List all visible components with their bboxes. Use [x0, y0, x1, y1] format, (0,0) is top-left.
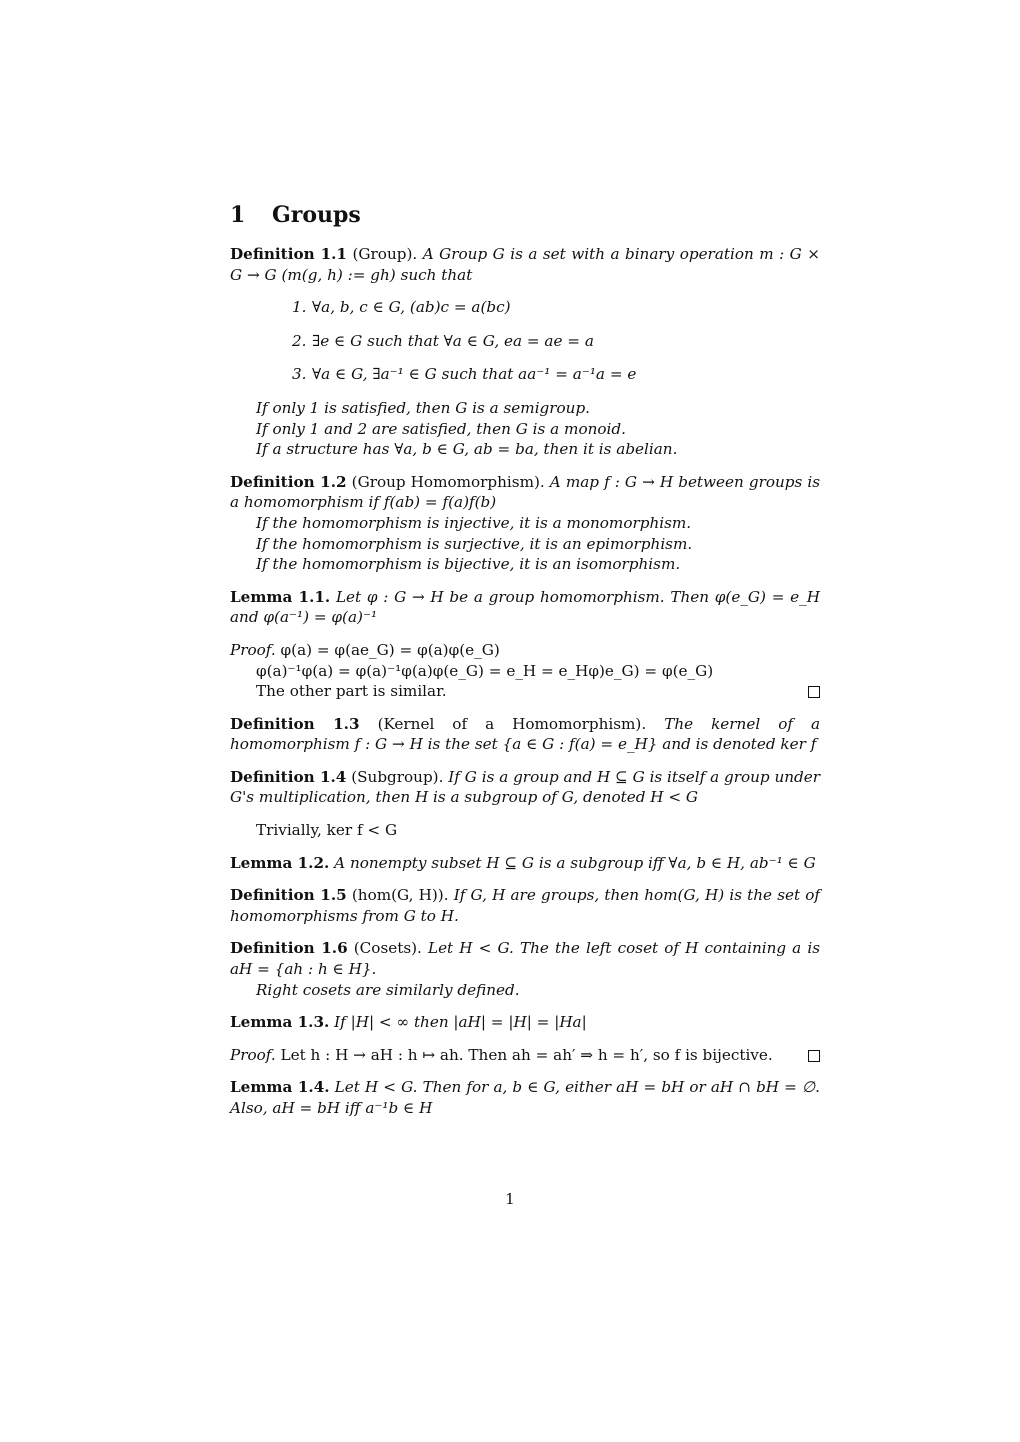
- definition-name: (Group).: [352, 245, 418, 263]
- definition-1-3: [230, 714, 820, 755]
- definition-text: If G, H are groups, then hom(G, H) is the set of homomorphisms from G to H.: [230, 886, 821, 925]
- definition-name: (Kernel of a Homomorphism).: [377, 714, 647, 733]
- proof-lemma-1-3: [230, 1045, 820, 1066]
- qed-square-icon: [808, 686, 820, 698]
- lemma-text: A nonempty subset H ⊆ G is a subgroup iff ∀a, b ∈ H, ab⁻¹ ∈ G: [334, 853, 816, 872]
- definition-text: A map f : G → H between groups is a homomorphism if f(ab) = f(a)f(b): [230, 472, 820, 512]
- proof-line: φ(a)⁻¹φ(a) = φ(a)⁻¹φ(a)φ(e_G) = e_H = e_Hφ)e_G) = φ(e_G): [256, 661, 714, 680]
- list-item: 1. ∀a, b, c ∈ G, (ab)c = a(bc): [292, 298, 511, 317]
- lemma-text: Let φ : G → H be a group homomorphism. Then φ(e_G) = e_H and φ(a⁻¹) = φ(a)⁻¹: [230, 587, 820, 627]
- definition-text: A Group G is a set with a binary operation m : G × G → G (m(g, h) := gh) such that: [230, 245, 821, 284]
- lemma-label: Lemma 1.1.: [230, 587, 331, 606]
- note-line: If only 1 and 2 are satisfied, then G is a monoid.: [256, 419, 626, 438]
- section-heading: [230, 200, 820, 230]
- remark-trivially: Trivially, ker f < G: [256, 821, 398, 840]
- proof-lemma-1-1: [230, 640, 820, 702]
- definition-1-6: [230, 938, 820, 1000]
- definition-1-1: [230, 244, 820, 285]
- definition-label: Definition 1.1: [230, 245, 347, 263]
- definition-label: Definition 1.3: [230, 714, 360, 733]
- proof-line: The other part is similar.: [256, 682, 447, 701]
- definition-1-5: [230, 885, 820, 926]
- definition-label: Definition 1.5: [230, 886, 347, 905]
- qed-square-icon: [808, 1050, 820, 1062]
- lemma-1-4: [230, 1077, 820, 1118]
- definition-text: If G is a group and H ⊆ G is itself a group under G's multiplication, then H is a subgroup of G, denoted H < G: [230, 767, 821, 807]
- definition-1-2: [230, 472, 820, 575]
- definition-name: (Cosets).: [353, 939, 422, 958]
- lemma-label: Lemma 1.4.: [230, 1078, 330, 1097]
- lemma-1-3: [230, 1012, 820, 1033]
- note-line: Right cosets are similarly defined.: [256, 980, 520, 999]
- list-item: 2. ∃e ∈ G such that ∀a ∈ G, ea = ae = a: [292, 331, 594, 350]
- note-line: If the homomorphism is bijective, it is an isomorphism.: [256, 555, 681, 574]
- note-line: If a structure has ∀a, b ∈ G, ab = ba, then it is abelian.: [256, 440, 678, 459]
- definition-text: The kernel of a homomorphism f : G → H is the set {a ∈ G : f(a) = e_H} and is denoted ker f: [230, 714, 821, 754]
- proof-label: Proof.: [230, 640, 276, 659]
- lemma-label: Lemma 1.3.: [230, 1013, 330, 1032]
- definition-name: (Subgroup).: [351, 767, 444, 786]
- group-axioms-list: [252, 297, 820, 385]
- definition-label: Definition 1.4: [230, 767, 347, 786]
- definition-label: Definition 1.6: [230, 939, 348, 958]
- definition-notes: [230, 398, 820, 460]
- note-line: If the homomorphism is injective, it is a monomorphism.: [256, 513, 692, 532]
- definition-name: (Group Homomorphism).: [351, 472, 545, 491]
- section-title: Groups: [272, 202, 361, 228]
- lemma-text: If |H| < ∞ then |aH| = |H| = |Ha|: [334, 1013, 587, 1032]
- definition-text: Let H < G. The the left coset of H containing a is aH = {ah : h ∈ H}.: [230, 939, 820, 979]
- note-line: If the homomorphism is surjective, it is an epimorphism.: [256, 534, 693, 553]
- definition-name: (hom(G, H)).: [351, 886, 449, 905]
- document-page: [230, 200, 820, 1131]
- proof-text: Let h : H → aH : h ↦ ah. Then ah = ah′ ⇒ h = h′, so f is bijective.: [280, 1045, 773, 1064]
- definition-label: Definition 1.2: [230, 472, 347, 491]
- lemma-label: Lemma 1.2.: [230, 853, 330, 872]
- proof-line: φ(a) = φ(ae_G) = φ(a)φ(e_G): [280, 640, 500, 659]
- lemma-1-2: [230, 853, 820, 874]
- section-number: 1: [230, 202, 246, 228]
- note-line: If only 1 is satisfied, then G is a semigroup.: [256, 398, 591, 417]
- lemma-text: Let H < G. Then for a, b ∈ G, either aH = bH or aH ∩ bH = ∅. Also, aH = bH iff a⁻¹b ∈ H: [230, 1078, 820, 1117]
- proof-label: Proof.: [230, 1045, 276, 1064]
- definition-1-4: [230, 767, 820, 808]
- lemma-1-1: [230, 587, 820, 628]
- page-number: 1: [505, 1190, 515, 1208]
- list-item: 3. ∀a ∈ G, ∃a⁻¹ ∈ G such that aa⁻¹ = a⁻¹a = e: [292, 365, 637, 384]
